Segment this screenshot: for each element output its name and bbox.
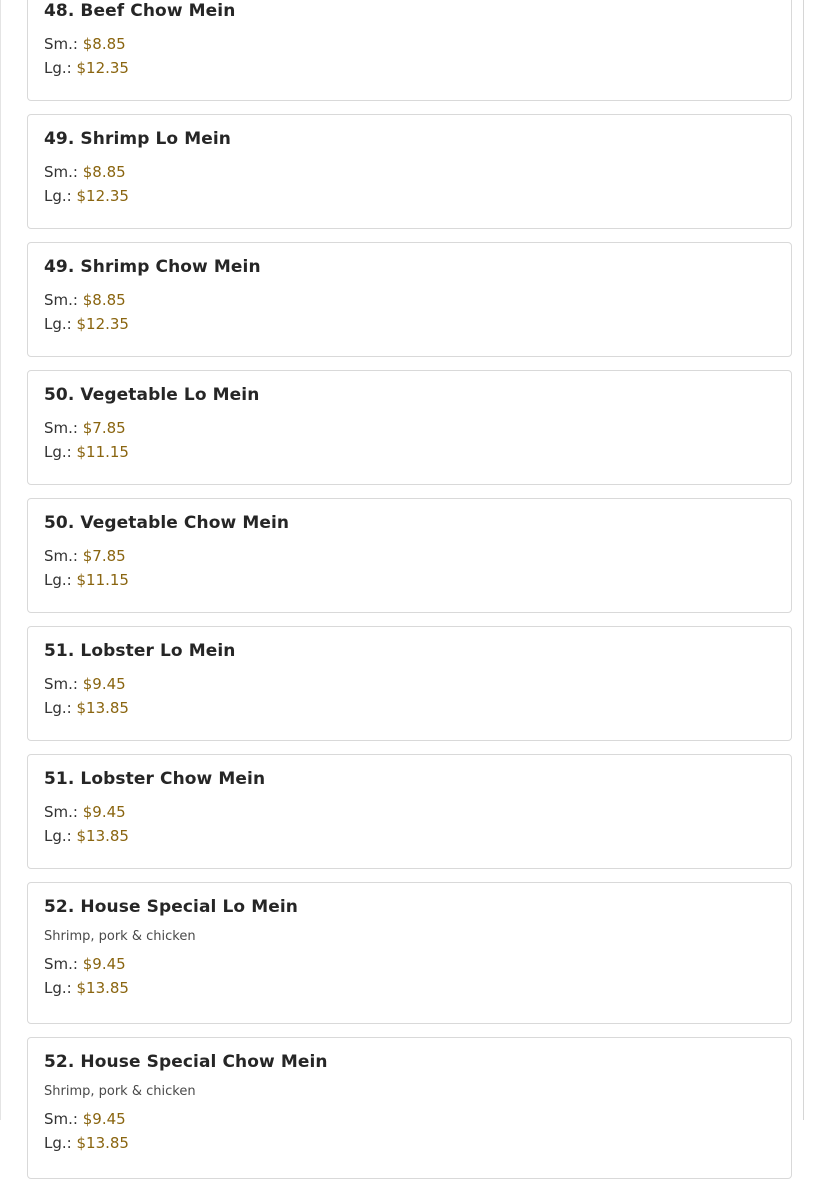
size-label: Lg.: (44, 59, 72, 77)
size-label: Sm.: (44, 803, 78, 821)
size-label: Lg.: (44, 827, 72, 845)
price-block (44, 416, 775, 464)
left-divider (0, 0, 1, 1120)
price-block (44, 32, 775, 80)
large-price-row (44, 568, 775, 592)
price-block (44, 672, 775, 720)
price-value: $9.45 (82, 1110, 126, 1128)
large-price-row (44, 440, 775, 464)
size-label: Lg.: (44, 699, 72, 717)
price-block (44, 1107, 775, 1155)
menu-item-card[interactable] (27, 114, 792, 229)
size-label: Sm.: (44, 1110, 78, 1128)
item-description: Shrimp, pork & chicken (44, 929, 196, 944)
menu-item-card[interactable] (27, 0, 792, 101)
item-name: 48. Beef Chow Mein (44, 1, 236, 21)
large-price-row (44, 696, 775, 720)
price-value: $12.35 (76, 315, 129, 333)
price-value: $13.85 (76, 699, 129, 717)
size-label: Sm.: (44, 163, 78, 181)
item-name: 51. Lobster Lo Mein (44, 641, 236, 661)
price-block (44, 952, 775, 1000)
price-value: $13.85 (76, 979, 129, 997)
price-block (44, 160, 775, 208)
small-price-row (44, 952, 775, 976)
item-name: 49. Shrimp Lo Mein (44, 129, 231, 149)
small-price-row (44, 32, 775, 56)
price-block (44, 288, 775, 336)
price-value: $11.15 (76, 571, 129, 589)
size-label: Lg.: (44, 315, 72, 333)
size-label: Sm.: (44, 547, 78, 565)
large-price-row (44, 824, 775, 848)
price-value: $11.15 (76, 443, 129, 461)
size-label: Lg.: (44, 1134, 72, 1152)
large-price-row (44, 976, 775, 1000)
price-value: $9.45 (82, 803, 126, 821)
menu-item-card[interactable] (27, 370, 792, 485)
menu-item-card[interactable] (27, 498, 792, 613)
right-divider (803, 0, 804, 1120)
menu-item-card[interactable] (27, 882, 792, 1024)
item-name: 49. Shrimp Chow Mein (44, 257, 261, 277)
menu-item-card[interactable] (27, 242, 792, 357)
large-price-row (44, 56, 775, 80)
item-name: 50. Vegetable Chow Mein (44, 513, 290, 533)
price-value: $7.85 (82, 547, 126, 565)
small-price-row (44, 672, 775, 696)
item-description: Shrimp, pork & chicken (44, 1084, 196, 1099)
small-price-row (44, 416, 775, 440)
small-price-row (44, 544, 775, 568)
item-name: 52. House Special Lo Mein (44, 897, 298, 917)
price-value: $8.85 (82, 291, 126, 309)
size-label: Sm.: (44, 675, 78, 693)
item-name: 51. Lobster Chow Mein (44, 769, 266, 789)
menu-item-card[interactable] (27, 754, 792, 869)
price-value: $9.45 (82, 955, 126, 973)
small-price-row (44, 1107, 775, 1131)
size-label: Sm.: (44, 291, 78, 309)
price-value: $12.35 (76, 187, 129, 205)
item-name: 52. House Special Chow Mein (44, 1052, 328, 1072)
size-label: Lg.: (44, 187, 72, 205)
size-label: Lg.: (44, 979, 72, 997)
item-name: 50. Vegetable Lo Mein (44, 385, 260, 405)
price-value: $7.85 (82, 419, 126, 437)
size-label: Lg.: (44, 571, 72, 589)
small-price-row (44, 800, 775, 824)
size-label: Sm.: (44, 955, 78, 973)
price-value: $9.45 (82, 675, 126, 693)
small-price-row (44, 160, 775, 184)
menu-item-card[interactable] (27, 1037, 792, 1179)
price-value: $8.85 (82, 163, 126, 181)
price-value: $8.85 (82, 35, 126, 53)
price-value: $12.35 (76, 59, 129, 77)
menu-item-card[interactable] (27, 626, 792, 741)
small-price-row (44, 288, 775, 312)
price-value: $13.85 (76, 1134, 129, 1152)
size-label: Sm.: (44, 419, 78, 437)
price-block (44, 544, 775, 592)
price-block (44, 800, 775, 848)
size-label: Sm.: (44, 35, 78, 53)
large-price-row (44, 312, 775, 336)
large-price-row (44, 1131, 775, 1155)
menu-item-list (27, 0, 792, 1192)
price-value: $13.85 (76, 827, 129, 845)
large-price-row (44, 184, 775, 208)
size-label: Lg.: (44, 443, 72, 461)
